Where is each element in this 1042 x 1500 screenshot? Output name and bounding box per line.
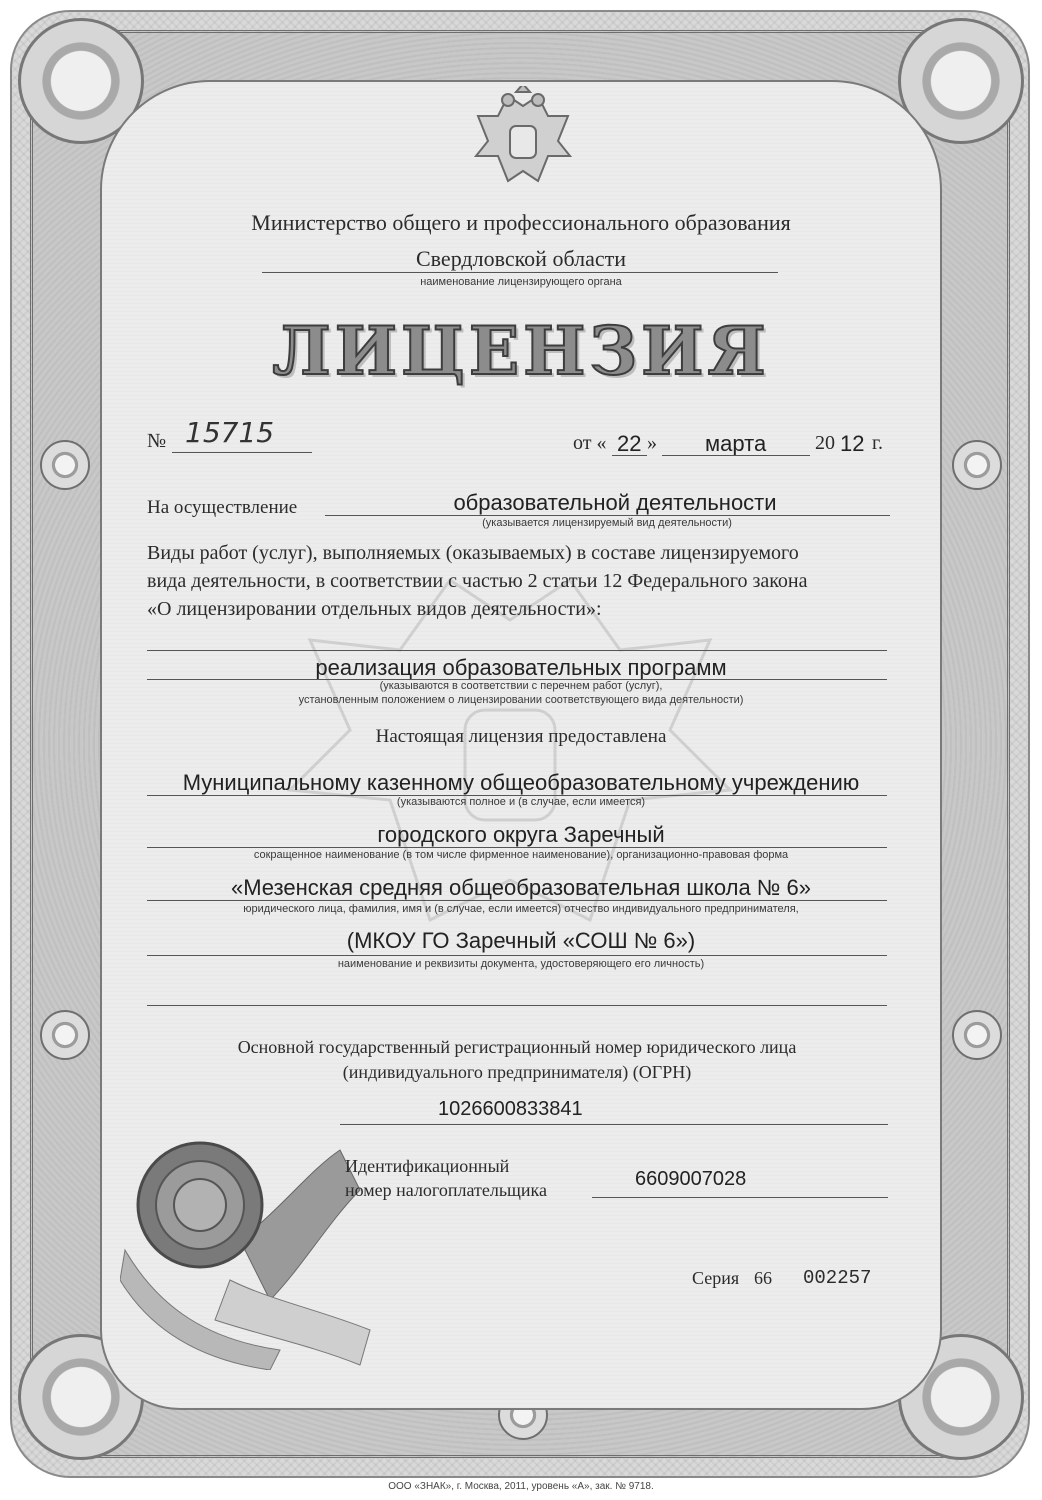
licensee-blank-line <box>147 1005 887 1006</box>
date-year: 12 <box>840 431 865 456</box>
coat-of-arms-icon <box>468 86 578 196</box>
works-caption-line-2: установленным положением о лицензировании соответствующего вида деятельности) <box>298 694 744 706</box>
works-blank-line <box>147 650 887 651</box>
side-ornament-left-1 <box>40 440 90 490</box>
side-ornament-left-2 <box>40 1010 90 1060</box>
licensee-caption-4: наименование и реквизиты документа, удостоверяющего его личность) <box>337 958 705 970</box>
authority-underline <box>262 272 778 273</box>
activity-underline <box>325 515 890 516</box>
inn-value: 6609007028 <box>635 1168 747 1190</box>
printer-footer: ООО «ЗНАК», г. Москва, 2011, уровень «А», зак. № 9718. <box>388 1481 654 1492</box>
ogrn-value: 1026600833841 <box>438 1098 583 1120</box>
authority-caption: наименование лицензирующего органа <box>420 276 622 288</box>
inn-label-line-2: номер налогоплательщика <box>345 1180 548 1200</box>
licensee-underline-4 <box>147 955 887 956</box>
works-intro-line-3: «О лицензировании отдельных видов деятельности»: <box>147 598 602 620</box>
licensee-underline-2 <box>147 847 887 848</box>
series-number: 002257 <box>803 1267 872 1289</box>
day-underline <box>612 455 647 456</box>
licensee-caption-1: (указываются полное и (в случае, если имеется) <box>396 796 646 808</box>
inn-underline <box>592 1197 888 1198</box>
date-prefix: от « <box>573 432 607 454</box>
number-prefix: № <box>147 430 167 452</box>
month-underline <box>662 455 810 456</box>
date-mid: » <box>647 432 657 454</box>
license-number: 15715 <box>185 416 275 449</box>
series-code: 66 <box>754 1268 772 1288</box>
licensee-line-2: городского округа Заречный <box>377 822 665 847</box>
ogrn-label-line-1: Основной государственный регистрационный номер юридического лица <box>237 1037 797 1057</box>
ogrn-underline <box>340 1124 888 1125</box>
date-year-prefix: 20 <box>815 432 835 454</box>
date-month: марта <box>705 431 767 456</box>
licensee-caption-3: юридического лица, фамилия, имя и (в случае, если имеется) отчество индивидуального предпринимателя, <box>243 903 799 915</box>
document-title: ЛИЦЕНЗИЯ <box>272 312 770 390</box>
licensee-line-3: «Мезенская средняя общеобразовательная школа № 6» <box>230 875 812 900</box>
activity-caption: (указывается лицензируемый вид деятельности) <box>482 517 732 529</box>
authority-line-1: Министерство общего и профессионального образования <box>251 210 791 235</box>
licensee-line-1: Муниципальному казенному общеобразовательному учреждению <box>182 770 860 795</box>
licensee-line-4: (МКОУ ГО Заречный «СОШ № 6») <box>346 928 696 953</box>
side-ornament-right-1 <box>952 440 1002 490</box>
works-intro-line-2: вида деятельности, в соответствии с частью 2 статьи 12 Федерального закона <box>147 570 808 592</box>
activity-label: На осуществление <box>147 497 298 518</box>
activity-value: образовательной деятельности <box>453 490 777 515</box>
inn-label-line-1: Идентификационный <box>345 1156 510 1176</box>
works-caption-line-1: (указываются в соответствии с перечнем работ (услуг), <box>379 680 663 692</box>
authority-line-2: Свердловской области <box>416 246 626 271</box>
ogrn-label-line-2: (индивидуального предпринимателя) (ОГРН) <box>342 1062 692 1082</box>
date-day: 22 <box>617 431 642 456</box>
works-value: реализация образовательных программ <box>315 655 727 680</box>
series-label: Серия <box>692 1268 740 1288</box>
licensee-caption-2: сокращенное наименование (в том числе фирменное наименование), организационно-правовая форма <box>253 849 789 861</box>
licensee-underline-3 <box>147 900 887 901</box>
date-year-unit: г. <box>872 432 883 454</box>
works-intro-line-1: Виды работ (услуг), выполняемых (оказываемых) в составе лицензируемого <box>147 542 799 564</box>
licensee-heading: Настоящая лицензия предоставлена <box>375 726 667 747</box>
number-underline <box>172 452 312 453</box>
side-ornament-right-2 <box>952 1010 1002 1060</box>
